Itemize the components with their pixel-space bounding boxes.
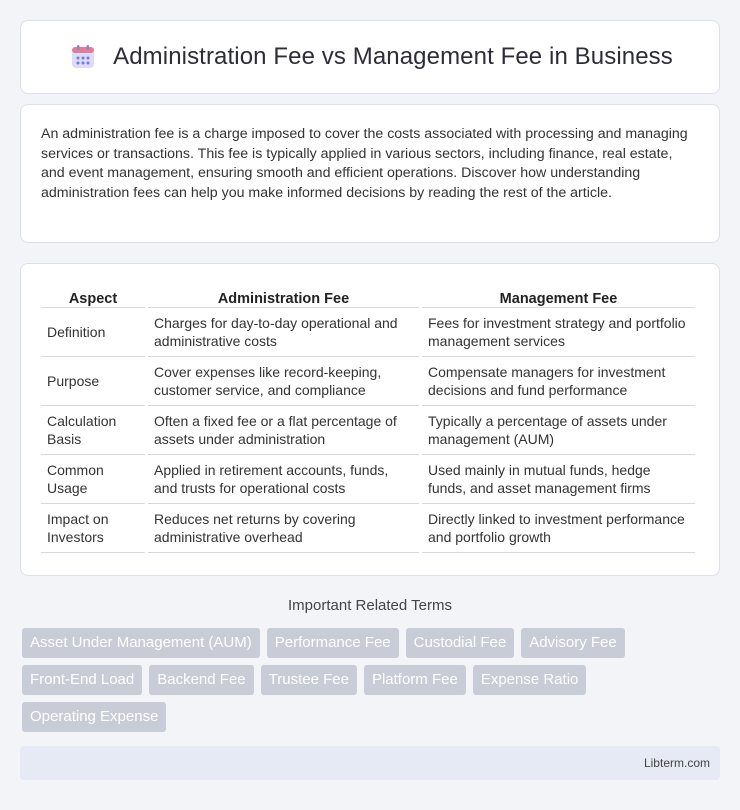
related-term-tag[interactable]: Platform Fee [364,665,466,695]
related-term-tag[interactable]: Asset Under Management (AUM) [22,628,260,658]
header-administration-fee: Administration Fee [148,284,419,308]
table-row [41,308,695,357]
row-management-fee: Compensate managers for investment decisions and fund performance [422,357,695,406]
row-administration-fee: Charges for day-to-day operational and administrative costs [148,308,419,357]
header [67,41,673,73]
related-term-tag[interactable]: Expense Ratio [473,665,587,695]
comparison-card [20,263,720,576]
table-row [41,455,695,504]
row-management-fee: Typically a percentage of assets under management (AUM) [422,406,695,455]
header-card [20,20,720,94]
row-management-fee: Used mainly in mutual funds, hedge funds, and asset management firms [422,455,695,504]
footer [20,746,720,780]
related-term-tag[interactable]: Backend Fee [149,665,253,695]
intro-text: An administration fee is a charge imposed to cover the costs associated with processing and managing services or transactions. This fee is typically applied in various sectors, including finance, real estate, and event management, ensuring smooth and efficient operations. Discover how understanding administration fees can help you make informed decisions by reading the rest of the article. [41,126,688,202]
related-term-tag[interactable]: Operating Expense [22,702,166,732]
row-administration-fee: Cover expenses like record-keeping, customer service, and compliance [148,357,419,406]
table-header-row [41,284,695,308]
row-aspect: Impact on Investors [41,504,145,553]
page-title: Administration Fee vs Management Fee in Business [113,43,673,70]
related-term-tag[interactable]: Advisory Fee [521,628,625,658]
related-term-tag[interactable]: Trustee Fee [261,665,357,695]
row-aspect: Definition [41,308,145,357]
row-administration-fee: Reduces net returns by covering administrative overhead [148,504,419,553]
calendar-icon [67,41,99,73]
footer-site-link[interactable]: Libterm.com [643,756,710,770]
row-aspect: Common Usage [41,455,145,504]
row-aspect: Purpose [41,357,145,406]
row-management-fee: Directly linked to investment performance and portfolio growth [422,504,695,553]
row-management-fee: Fees for investment strategy and portfolio management services [422,308,695,357]
row-aspect: Calculation Basis [41,406,145,455]
comparison-table [38,284,698,553]
related-term-tag[interactable]: Front-End Load [22,665,142,695]
related-terms-list [22,628,722,732]
row-administration-fee: Often a fixed fee or a flat percentage of assets under administration [148,406,419,455]
header-management-fee: Management Fee [422,284,695,308]
table-row [41,406,695,455]
related-term-tag[interactable]: Performance Fee [267,628,399,658]
row-administration-fee: Applied in retirement accounts, funds, and trusts for operational costs [148,455,419,504]
header-aspect: Aspect [41,284,145,308]
related-terms-title: Important Related Terms [288,597,452,614]
table-row [41,357,695,406]
table-row [41,504,695,553]
related-term-tag[interactable]: Custodial Fee [406,628,515,658]
intro-card [20,104,720,243]
